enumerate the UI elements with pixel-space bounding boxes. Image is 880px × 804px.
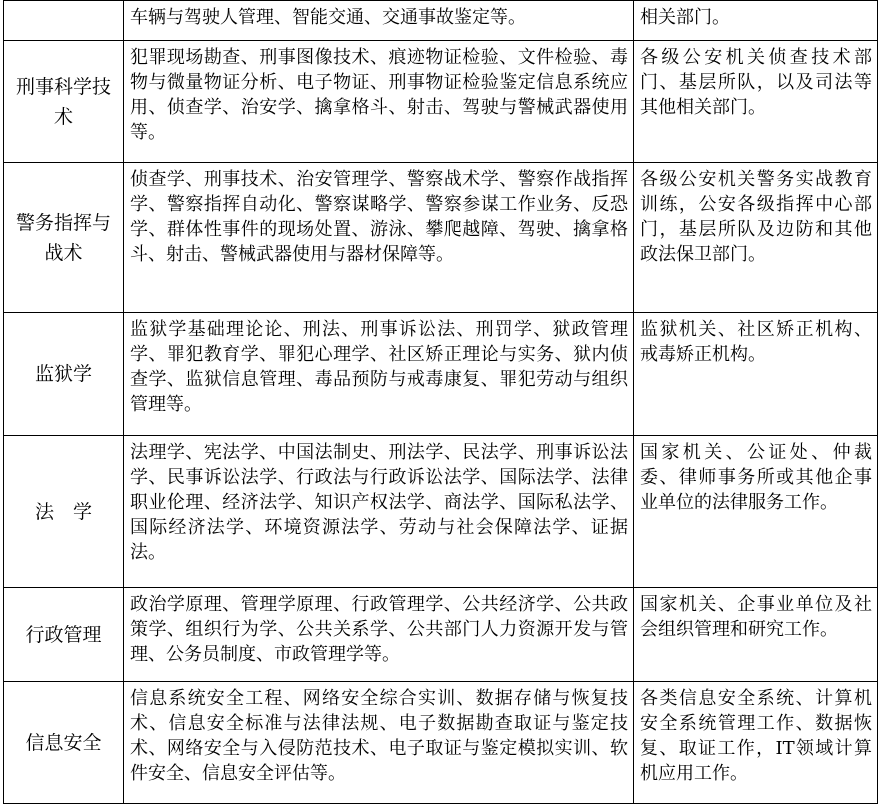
- table-row: [4, 682, 878, 804]
- courses-cell: 车辆与驾驶人管理、智能交通、交通事故鉴定等。: [124, 1, 634, 41]
- table-row: [4, 588, 878, 682]
- major-cell: [4, 436, 124, 588]
- jobs-cell: 相关部门。: [634, 1, 878, 41]
- major-name: 信息安全: [25, 731, 102, 754]
- courses-cell: 侦查学、刑事技术、治安管理学、警察战术学、警察作战指挥学、警察指挥自动化、警察谋略学、警察参谋工作业务、反恐学、群体性事件的现场处置、游泳、攀爬越障、驾驶、擒拿格斗、射击、警械武器使用与器材保障等。: [124, 163, 634, 313]
- major-cell: [4, 682, 124, 804]
- table-row: [4, 163, 878, 313]
- major-cell: [4, 1, 124, 41]
- table-row: [4, 313, 878, 436]
- table-row: [4, 41, 878, 163]
- jobs-cell: 国家机关、企事业单位及社会组织管理和研究工作。: [634, 588, 878, 682]
- courses-cell: 监狱学基础理论论、刑法、刑事诉讼法、刑罚学、狱政管理学、罪犯教育学、罪犯心理学、社区矫正理论与实务、狱内侦查学、监狱信息管理、毒品预防与戒毒康复、罪犯劳动与组织管理等。: [124, 313, 634, 436]
- jobs-cell: 各类信息安全系统、计算机安全系统管理工作、数据恢复、取证工作，IT领域计算机应用工作。: [634, 682, 878, 804]
- majors-table: [3, 0, 878, 804]
- courses-cell: 政治学原理、管理学原理、行政管理学、公共经济学、公共政策学、组织行为学、公共关系学、公共部门人力资源开发与管理、公务员制度、市政管理学等。: [124, 588, 634, 682]
- jobs-cell: 监狱机关、社区矫正机构、戒毒矫正机构。: [634, 313, 878, 436]
- major-name: 警务指挥与战术: [15, 211, 111, 264]
- major-cell: [4, 588, 124, 682]
- courses-cell: 犯罪现场勘查、刑事图像技术、痕迹物证检验、文件检验、毒物与微量物证分析、电子物证、刑事物证检验鉴定信息系统应用、侦查学、治安学、擒拿格斗、射击、驾驶与警械武器使用等。: [124, 41, 634, 163]
- jobs-cell: 各级公安机关警务实战教育训练，公安各级指挥中心部门，基层所队及边防和其他政法保卫部门。: [634, 163, 878, 313]
- major-name: 行政管理: [25, 623, 102, 646]
- jobs-cell: 各级公安机关侦查技术部门、基层所队，以及司法等其他相关部门。: [634, 41, 878, 163]
- major-cell: [4, 41, 124, 163]
- major-name: 监狱学: [34, 363, 92, 385]
- courses-cell: 法理学、宪法学、中国法制史、刑法学、民法学、刑事诉讼法学、民事诉讼法学、行政法与行政诉讼法学、国际法学、法律职业伦理、经济法学、知识产权法学、商法学、国际私法学、国际经济法学、环境资源法学、劳动与社会保障法学、证据法。: [124, 436, 634, 588]
- major-cell: [4, 163, 124, 313]
- major-name: 刑事科学技术: [15, 75, 111, 128]
- courses-cell: 信息系统安全工程、网络安全综合实训、数据存储与恢复技术、信息安全标准与法律法规、电子数据勘查取证与鉴定技术、网络安全与入侵防范技术、电子取证与鉴定模拟实训、软件安全、信息安全评估等。: [124, 682, 634, 804]
- major-cell: [4, 313, 124, 436]
- table-row: [4, 1, 878, 41]
- jobs-cell: 国家机关、公证处、仲裁委、律师事务所或其他企事业单位的法律服务工作。: [634, 436, 878, 588]
- major-name: 法 学: [34, 500, 92, 523]
- table-row: [4, 436, 878, 588]
